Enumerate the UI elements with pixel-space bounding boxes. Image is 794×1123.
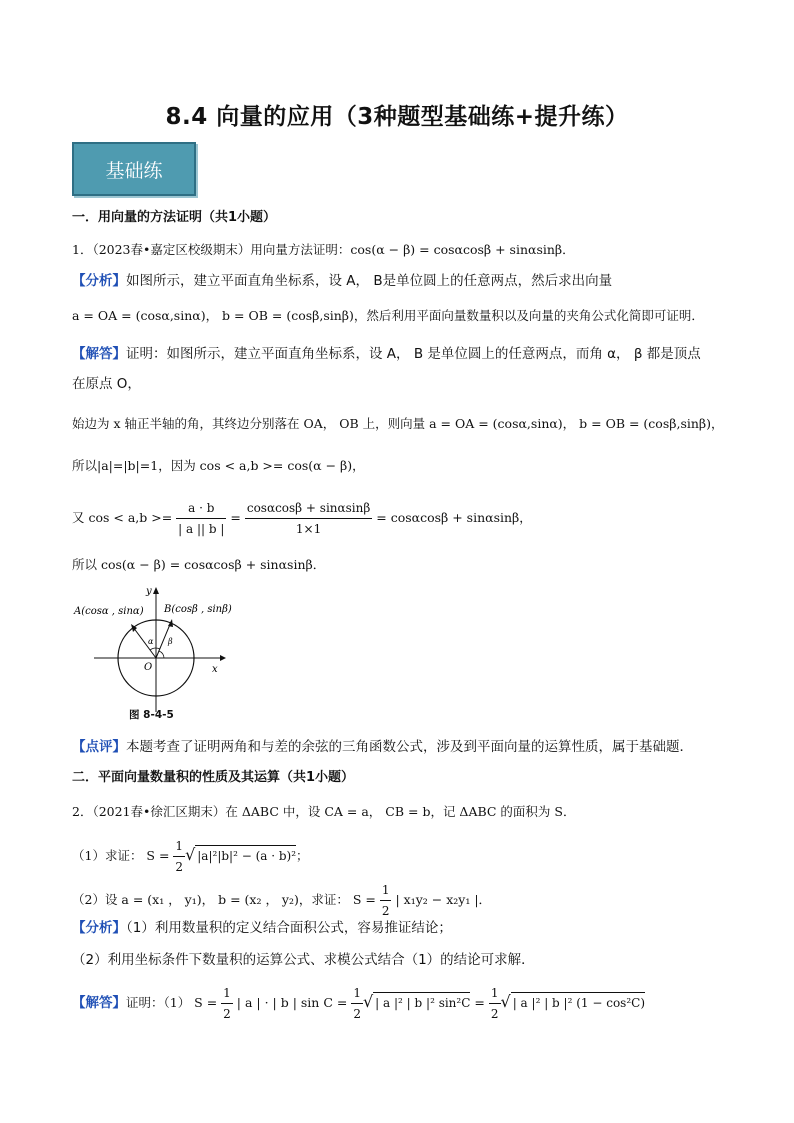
solution-label: 【解答】	[72, 346, 126, 362]
figure-caption: 图 8-4-5	[129, 709, 174, 721]
x-axis-arrow	[220, 655, 226, 661]
sol2-fraction-2	[351, 983, 363, 1024]
sol2-fraction-3	[489, 983, 501, 1024]
angle-alpha-arc	[150, 648, 160, 650]
analysis-2-text-1: （1）利用数量积的定义结合面积公式，容易推证结论；	[126, 920, 452, 936]
sol2-sqrt-1: | a |² | b |² sin²C	[373, 992, 470, 1013]
sol5-frac1-num: a · b	[176, 498, 226, 519]
sol2-frac2-num: 1	[351, 983, 363, 1004]
solution-text-3: 始边为 x 轴正半轴的角，其终边分别落在 OA， OB 上，则向量 a = OA = (cosα,sinα)， b = OB = (cosβ,sinβ)，	[72, 416, 724, 431]
part2-prefix: （2）设 a = (x₁ ， y₁)， b = (x₂ ， y₂)，求证： S =	[72, 892, 376, 907]
sol5-prefix: 又 cos < a,b >=	[72, 510, 173, 525]
analysis-label-2: 【分析】	[72, 920, 126, 936]
comment-text: 本题考查了证明两角和与差的余弦的三角函数公式，涉及到平面向量的运算性质，属于基础题．	[126, 739, 693, 755]
part2-frac-den: 2	[381, 904, 390, 918]
analysis-text-1: 如图所示，建立平面直角坐标系，设 A， B是单位圆上的任意两点，然后求出向量	[126, 273, 613, 289]
section-tag: 基础练	[72, 142, 196, 196]
angle-beta-arc	[159, 651, 164, 658]
sol2-frac3-den: 2	[490, 1007, 499, 1021]
sol2-sqrt-2: | a |² | b |² (1 − cos²C)	[511, 992, 645, 1013]
solution-text-6: 所以 cos(α − β) = cosαcosβ + sinαsinβ．	[72, 557, 326, 572]
sol5-frac1-den: | a || b |	[178, 522, 225, 536]
question-1: 1．（2023春•嘉定区校级期末）用向量方法证明：cos(α − β) = cosαcosβ + sinαsinβ．	[72, 242, 575, 257]
sol5-fraction-2	[245, 498, 372, 539]
label-a: A(cosα , sinα)	[74, 606, 144, 617]
solution-text-2: 在原点 O，	[72, 376, 141, 392]
question-2-part-2	[72, 880, 491, 921]
solution-text-1: 证明：如图所示，建立平面直角坐标系，设 A， B 是单位圆上的任意两点，而角 α， β 都是顶点	[126, 346, 701, 362]
page-title: 8.4 向量的应用（3种题型基础练+提升练）	[165, 104, 629, 130]
solution-1	[72, 344, 701, 364]
sol2-frac3-num: 1	[489, 983, 501, 1004]
sol2-frac1-den: 2	[223, 1007, 231, 1021]
label-o: O	[144, 662, 153, 673]
solution-text-5: 又 cos < a,b >= $\frac{a \cdot b}{| a || b |}$ = $\frac{\cos\alpha\cos\beta + \sin\alpha\sin\beta}{1\times 1}$ = cosαcosβ + sinαsinβ，	[72, 498, 532, 539]
analysis-text-2: a = OA = (cosα,sinα)， b = OB = (cosβ,sinβ)，然后利用平面向量数量积以及向量的夹角公式化简即可证明．	[72, 308, 704, 323]
analysis-2	[72, 918, 452, 938]
label-b: B(cosβ , sinβ)	[164, 604, 232, 615]
part2-fraction	[380, 880, 392, 921]
label-y: y	[146, 586, 152, 597]
sol2-frac2-den: 2	[353, 1007, 361, 1021]
part1-prefix: （1）求证： S =	[72, 848, 170, 863]
part1-frac-den: 2	[175, 860, 184, 874]
analysis-label: 【分析】	[72, 273, 126, 289]
sol2-mid-2: =	[474, 995, 485, 1010]
sol5-frac2-num: cosαcosβ + sinαsinβ	[245, 498, 372, 519]
sol5-suffix: = cosαcosβ + sinαsinβ，	[376, 510, 532, 525]
vector-ob-arrow	[168, 619, 173, 627]
analysis-1	[72, 271, 612, 291]
comment-1	[72, 737, 693, 757]
sqrt-sign: √	[185, 845, 196, 864]
label-x: x	[212, 664, 218, 675]
sol2-fraction-1	[221, 983, 233, 1024]
sqrt-sign-2: √	[362, 992, 374, 1011]
part2-suffix: | x₁y₂ − x₂y₁ |．	[395, 892, 492, 907]
sqrt-sign-3: √	[500, 992, 511, 1011]
label-alpha: α	[148, 637, 154, 646]
part1-frac-num: 1	[173, 836, 185, 857]
question-2-part-1	[72, 836, 309, 877]
y-axis-arrow	[153, 587, 159, 594]
part1-fraction	[173, 836, 185, 877]
comment-label: 【点评】	[72, 739, 126, 755]
part2-frac-num: 1	[380, 880, 392, 901]
solution-2	[72, 983, 645, 1024]
part1-sqrt-body: |a|²|b|² − (a · b)²	[195, 845, 296, 866]
part1-suffix: ；	[296, 848, 309, 863]
question-2: 2．（2021春•徐汇区期末）在 ΔABC 中，设 CA = a， CB = b，记 ΔABC 的面积为 S．	[72, 804, 576, 819]
sol2-prefix: 证明：（1） S =	[126, 995, 218, 1010]
sol2-mid-1: | a | · | b | sin C =	[236, 995, 348, 1010]
label-beta: β	[168, 637, 173, 646]
sol5-frac2-den: 1×1	[295, 522, 322, 536]
section-heading-2: 二．平面向量数量积的性质及其运算（共1小题）	[72, 770, 355, 785]
sol2-frac1-num: 1	[221, 983, 233, 1004]
analysis-2-text-2: （2）利用坐标条件下数量积的运算公式、求模公式结合（1）的结论可求解．	[72, 952, 535, 968]
solution-text-4: 所以|a|=|b|=1，因为 cos < a,b >= cos(α − β)，	[72, 458, 365, 473]
section-heading-1: 一．用向量的方法证明（共1小题）	[72, 210, 277, 225]
sol5-fraction-1	[176, 498, 226, 539]
solution-label-2: 【解答】	[72, 995, 126, 1011]
